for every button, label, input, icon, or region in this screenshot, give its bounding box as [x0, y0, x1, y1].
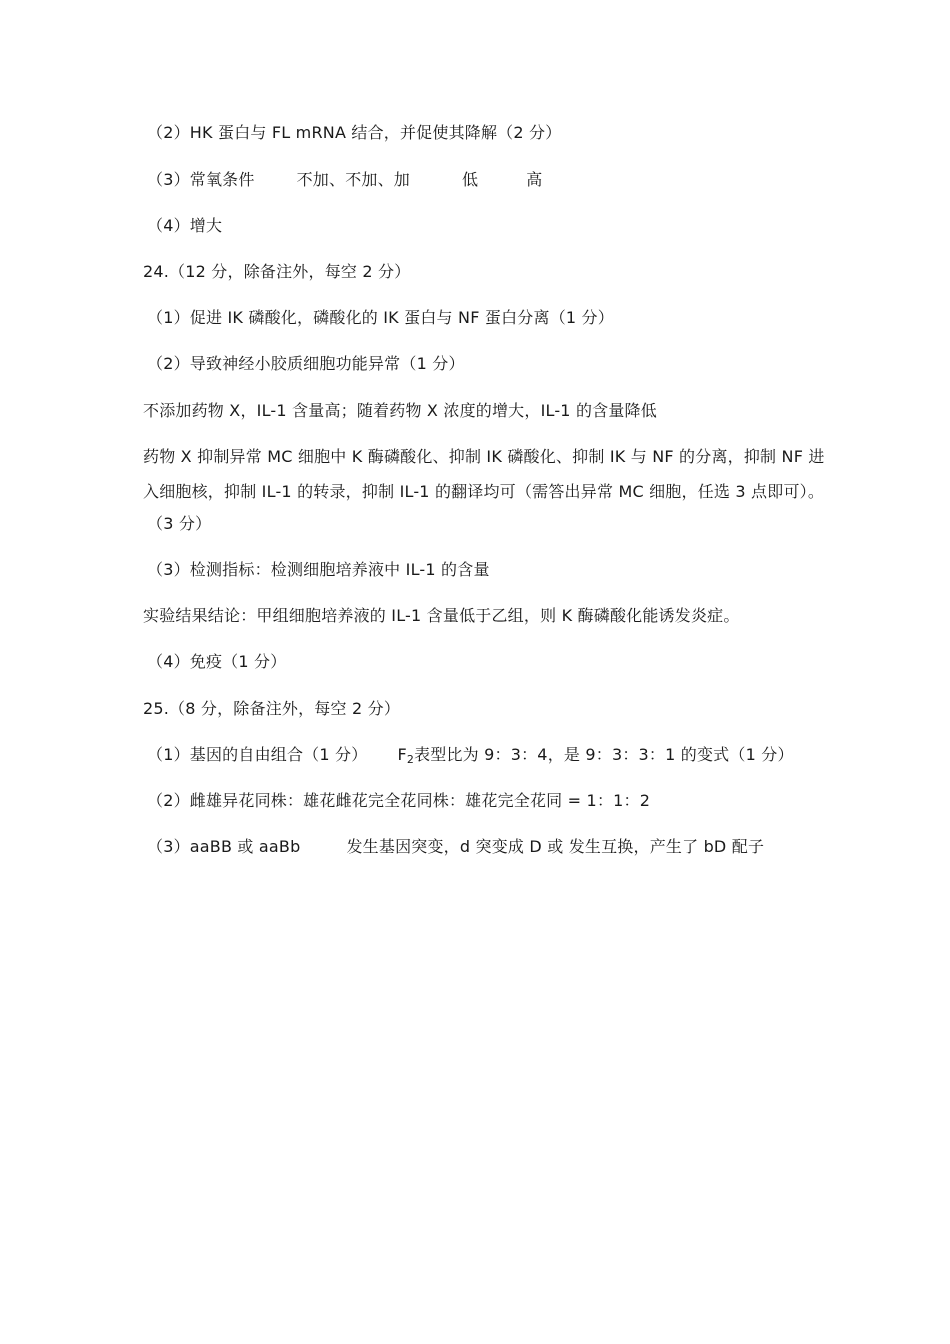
answer-23-4: （4）增大: [147, 216, 223, 235]
answer-24-2-mechanism: 药物 X 抑制异常 MC 细胞中 K 酶磷酸化、抑制 IK 磷酸化、抑制 IK 与 NF 的分离，抑制 NF 进: [143, 447, 825, 466]
answer-23-3-high: 高: [526, 170, 543, 189]
answer-24-1: （1）促进 IK 磷酸化，磷酸化的 IK 蛋白与 NF 蛋白分离（1 分）: [147, 308, 614, 327]
answer-25-1-f: F: [397, 745, 407, 764]
answer-24-2-score: （3 分）: [147, 514, 212, 533]
answer-24-2-result: 不添加药物 X，IL-1 含量高；随着药物 X 浓度的增大，IL-1 的含量降低: [143, 401, 657, 420]
answer-24-4: （4）免疫（1 分）: [147, 652, 287, 671]
answer-25-3-genotype: （3）aaBB 或 aaBb: [147, 837, 301, 856]
answer-25-1-subscript: 2: [406, 753, 415, 766]
answer-23-3-label: （3）常氧条件: [147, 170, 255, 189]
answer-25-2: （2）雌雄异花同株：雄花雌花完全花同株：雄花完全花同 = 1：1：2: [147, 791, 651, 810]
answer-23-3: [147, 169, 542, 191]
answer-24-2-mechanism-cont: 入细胞核，抑制 IL-1 的转录，抑制 IL-1 的翻译均可（需答出异常 MC 细胞，任选 3 点即可）。: [143, 482, 825, 501]
answer-25-1: [147, 744, 794, 771]
answer-23-2: （2）HK 蛋白与 FL mRNA 结合，并促使其降解（2 分）: [147, 123, 562, 142]
question-24-heading: 24.（12 分，除备注外，每空 2 分）: [143, 262, 411, 281]
answer-25-3: [147, 836, 764, 858]
answer-23-3-low: 低: [462, 170, 479, 189]
answer-24-3-conclusion: 实验结果结论：甲组细胞培养液的 IL-1 含量低于乙组，则 K 酶磷酸化能诱发炎症。: [143, 606, 740, 625]
answer-23-3-treatment: 不加、不加、加: [296, 170, 410, 189]
answer-24-3: （3）检测指标：检测细胞培养液中 IL-1 的含量: [147, 560, 490, 579]
answer-25-1-part-c: 表型比为 9：3：4，是 9：3：3：1 的变式（1 分）: [414, 745, 794, 764]
question-25-heading: 25.（8 分，除备注外，每空 2 分）: [143, 699, 401, 718]
answer-25-3-explanation: 发生基因突变，d 突变成 D 或 发生互换，产生了 bD 配子: [346, 837, 765, 856]
answer-24-2: （2）导致神经小胶质细胞功能异常（1 分）: [147, 354, 465, 373]
answer-25-1-part-a: （1）基因的自由组合（1 分）: [147, 745, 368, 764]
